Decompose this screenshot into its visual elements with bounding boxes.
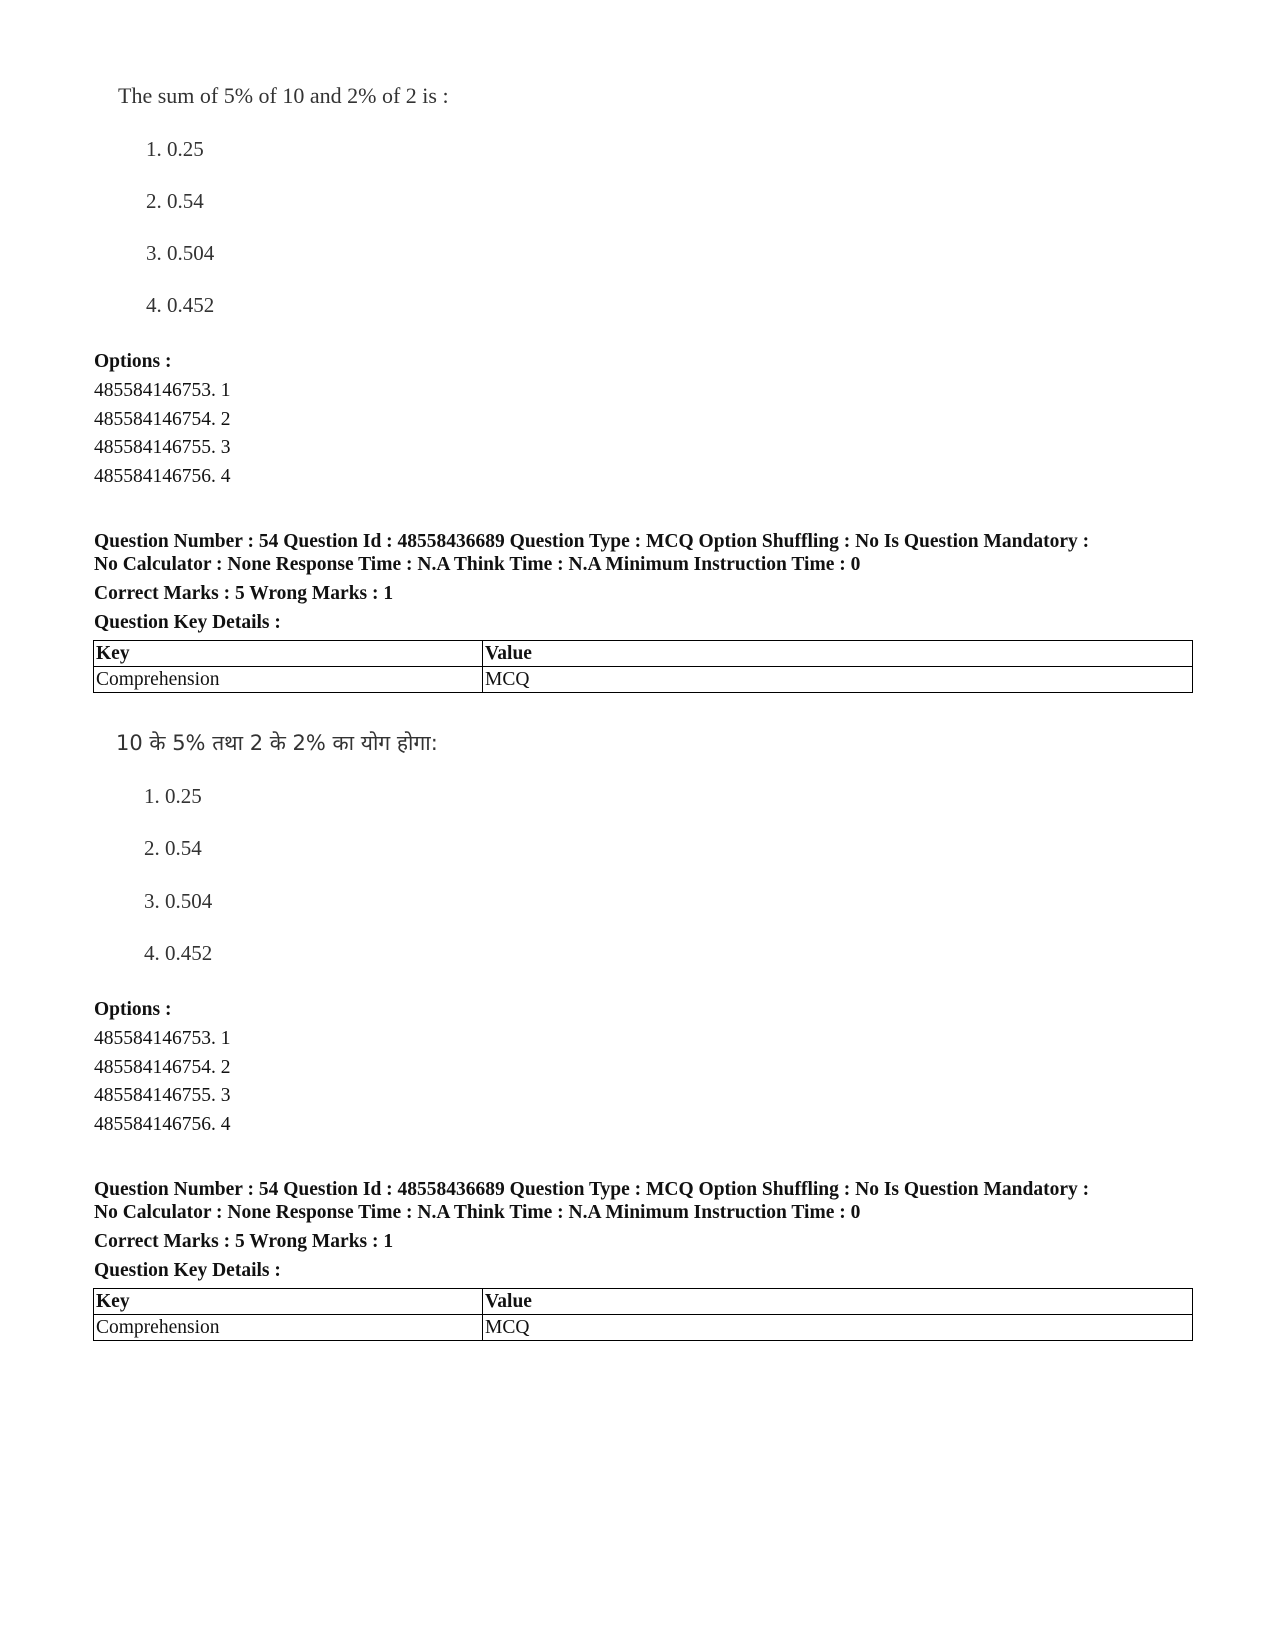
table-cell-key: Comprehension (94, 667, 483, 693)
table-cell-key: Comprehension (94, 1315, 483, 1341)
option-id-2: 485584146754. 2 (94, 409, 231, 430)
key-details-heading: Question Key Details : (94, 1260, 281, 1281)
options-heading: Options : (94, 999, 172, 1020)
answer-choice-4: 4. 0.452 (146, 293, 215, 317)
option-id-3: 485584146755. 3 (94, 437, 231, 458)
table-cell-value: MCQ (483, 667, 1193, 693)
option-id-1: 485584146753. 1 (94, 380, 231, 401)
key-details-table (93, 640, 1193, 693)
question-text-english: The sum of 5% of 10 and 2% of 2 is : (118, 83, 449, 108)
table-header-key: Key (94, 641, 483, 667)
table-header-row (94, 641, 1193, 667)
question-header-line2: No Calculator : None Response Time : N.A Think Time : N.A Minimum Instruction Time : 0 (94, 1202, 861, 1223)
answer-choice-1: 1. 0.25 (144, 784, 202, 808)
marks-line: Correct Marks : 5 Wrong Marks : 1 (94, 583, 394, 604)
table-row (94, 667, 1193, 693)
option-id-4: 485584146756. 4 (94, 1114, 231, 1135)
table-header-row (94, 1289, 1193, 1315)
answer-choice-1: 1. 0.25 (146, 137, 204, 161)
option-id-1: 485584146753. 1 (94, 1028, 231, 1049)
table-header-value: Value (483, 1289, 1193, 1315)
table-cell-value: MCQ (483, 1315, 1193, 1341)
key-details-table (93, 1288, 1193, 1341)
options-heading: Options : (94, 351, 172, 372)
question-text-hindi: 10 के 5% तथा 2 के 2% का योग होगा: (116, 731, 438, 755)
option-id-2: 485584146754. 2 (94, 1057, 231, 1078)
table-row (94, 1315, 1193, 1341)
option-id-3: 485584146755. 3 (94, 1085, 231, 1106)
key-details-heading: Question Key Details : (94, 612, 281, 633)
option-id-4: 485584146756. 4 (94, 466, 231, 487)
answer-choice-3: 3. 0.504 (144, 889, 213, 913)
answer-choice-2: 2. 0.54 (144, 836, 202, 860)
table-header-key: Key (94, 1289, 483, 1315)
question-header-line2: No Calculator : None Response Time : N.A Think Time : N.A Minimum Instruction Time : 0 (94, 554, 861, 575)
question-header-line1: Question Number : 54 Question Id : 48558436689 Question Type : MCQ Option Shuffling : No Is Question Mandatory : (94, 1179, 1090, 1200)
answer-choice-2: 2. 0.54 (146, 189, 204, 213)
marks-line: Correct Marks : 5 Wrong Marks : 1 (94, 1231, 394, 1252)
answer-choice-3: 3. 0.504 (146, 241, 215, 265)
answer-choice-4: 4. 0.452 (144, 941, 213, 965)
question-header-line1: Question Number : 54 Question Id : 48558436689 Question Type : MCQ Option Shuffling : No Is Question Mandatory : (94, 531, 1090, 552)
table-header-value: Value (483, 641, 1193, 667)
